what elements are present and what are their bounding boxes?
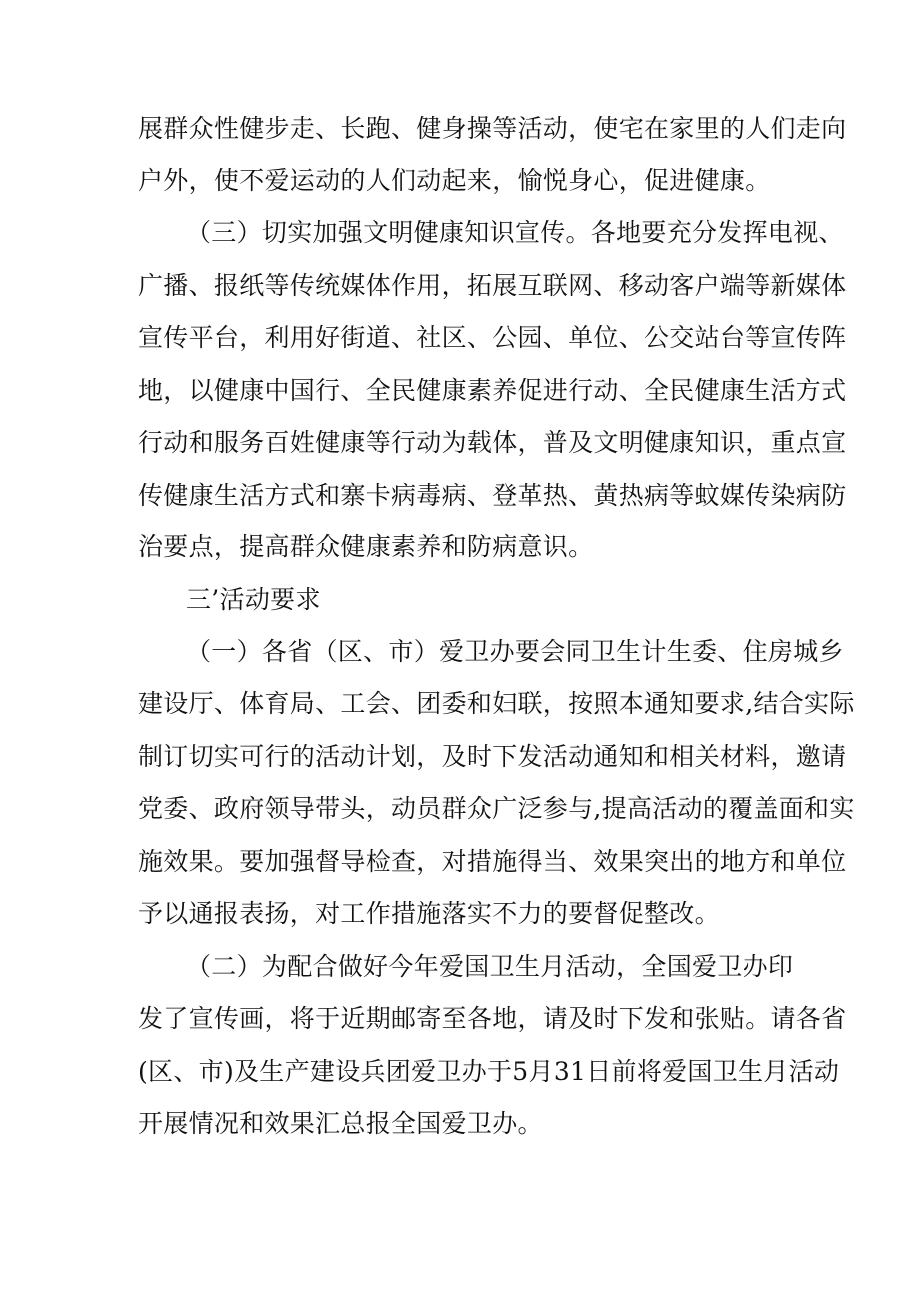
paragraph-line: 发了宣传画，将于近期邮寄至各地，请及时下发和张贴。请各省 xyxy=(138,1004,847,1033)
paragraph-line: 制订切实可行的活动计划，及时下发活动通知和相关材料，邀请 xyxy=(138,742,847,771)
section-heading: 三’活动要求 xyxy=(186,585,321,614)
paragraph-line: 行动和服务百姓健康等行动为载体，普及文明健康知识，重点宣 xyxy=(138,428,847,457)
paragraph-line: 户外，使不爱运动的人们动起来，愉悦身心，促进健康。 xyxy=(138,166,771,195)
paragraph-line: （一）各省（区、市）爱卫办要会同卫生计生委、住房城乡 xyxy=(186,637,844,666)
paragraph-line: 治要点，提高群众健康素养和防病意识。 xyxy=(138,532,594,561)
paragraph-line: 党委、政府领导带头，动员群众广泛参与,提高活动的覆盖面和实 xyxy=(138,794,855,823)
paragraph-line: 宣传平台，利用好街道、社区、公园、单位、公交站台等宣传阵 xyxy=(138,323,847,352)
paragraph-line: 展群众性健步走、长跑、健身操等活动，使宅在家里的人们走向 xyxy=(138,114,847,143)
paragraph-line: 建设厅、体育局、工会、团委和妇联，按照本通知要求,结合实际 xyxy=(138,689,855,718)
paragraph-line: 施效果。要加强督导检查，对措施得当、效果突出的地方和单位 xyxy=(138,847,847,876)
paragraph-line: 予以通报表扬，对工作措施落实不力的要督促整改。 xyxy=(138,899,720,928)
paragraph-line: （二）为配合做好今年爱国卫生月活动，全国爱卫办印 xyxy=(186,952,794,981)
paragraph-line: 传健康生活方式和寨卡病毒病、登革热、黄热病等蚊媒传染病防 xyxy=(138,481,847,510)
paragraph-line: 地，以健康中国行、全民健康素养促进行动、全民健康生活方式 xyxy=(138,376,847,405)
paragraph-line: 开展情况和效果汇总报全国爱卫办。 xyxy=(138,1109,543,1138)
paragraph-line: （三）切实加强文明健康知识宣传。各地要充分发挥电视、 xyxy=(186,218,844,247)
paragraph-line: (区、市)及生产建设兵团爱卫办于5月31日前将爱国卫生月活动 xyxy=(138,1057,840,1086)
paragraph-line: 广播、报纸等传统媒体作用，拓展互联网、移动客户端等新媒体 xyxy=(138,271,847,300)
